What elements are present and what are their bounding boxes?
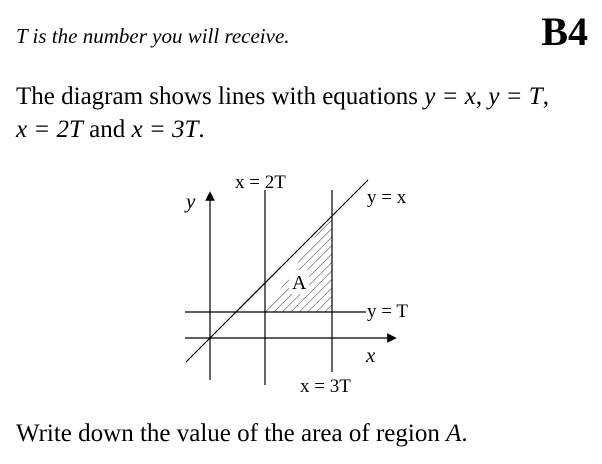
axis-x-label: x [366, 343, 376, 367]
closing-question [16, 420, 468, 448]
question-text [16, 80, 596, 146]
question-part: The diagram shows lines with equations [16, 83, 425, 110]
label-y-equals-t: y = T [367, 301, 408, 322]
label-x-equals-2t: x = 2T [235, 172, 286, 193]
instruction-text: T is the number you will receive. [16, 24, 290, 48]
equation-x-equals-2t: x = 2T [16, 116, 83, 143]
question-part: . [198, 116, 205, 143]
problem-code: B4 [541, 9, 588, 54]
equation-x-equals-3t: x = 3T [131, 116, 199, 143]
equation-y-equals-t: y = T [488, 83, 543, 110]
question-part: , [542, 83, 549, 110]
label-y-equals-x: y = x [367, 187, 407, 208]
axis-y-label: y [186, 189, 196, 213]
closing-region: A [446, 420, 462, 447]
label-x-equals-3t: x = 3T [300, 376, 351, 397]
question-part: and [82, 116, 132, 143]
line-y-equals-x [186, 180, 368, 362]
closing-part: . [461, 420, 468, 447]
diagram [170, 160, 440, 400]
question-part: , [475, 83, 489, 110]
equation-y-equals-x: y = x [424, 83, 476, 110]
region-a-label: A [292, 272, 307, 294]
closing-part: Write down the value of the area of region [16, 420, 447, 447]
